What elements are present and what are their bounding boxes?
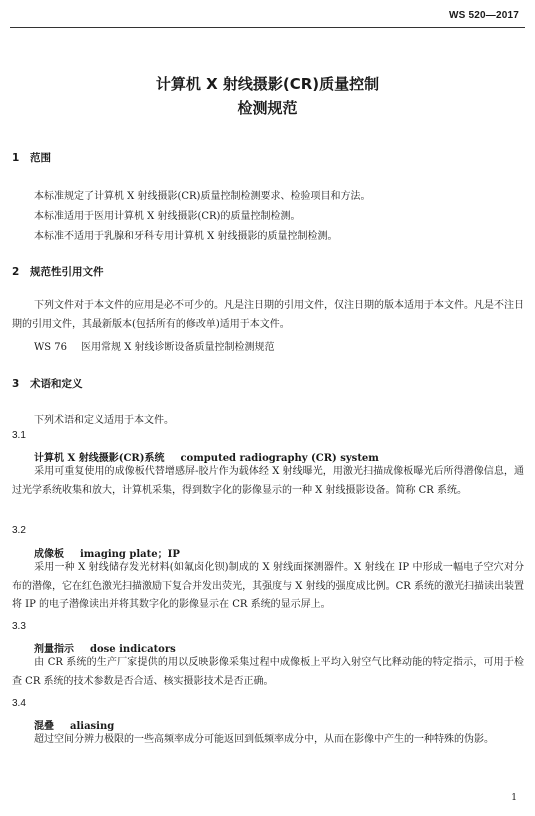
document-title-line2: 检测规范 (237, 99, 298, 117)
paragraph: 本标准适用于医用计算机 X 射线摄影(CR)的质量控制检测。 (34, 211, 301, 222)
paragraph: 本标准不适用于乳腺和牙科专用计算机 X 射线摄影的质量控制检测。 (34, 231, 338, 242)
clause-number: 3.4 (12, 698, 26, 709)
section-heading-1: 1 范围 (12, 152, 51, 164)
term-definition: 由 CR 系统的生产厂家提供的用以反映影像采集过程中成像板上平均入射空气比释动能的特定指示，可用于检查 CR 系统的技术参数是否合适、核实摄影技术是否正确。 (12, 657, 524, 687)
term-definition: 超过空间分辨力极限的一些高频率成分可能返回到低频率成分中，从而在影像中产生的一种特殊的伪影。 (34, 734, 494, 745)
section-heading-3: 3 术语和定义 (12, 378, 83, 390)
term-heading: 剂量指示 dose indicators (34, 644, 176, 655)
normative-reference: WS 76 医用常规 X 射线诊断设备质量控制检测规范 (34, 342, 275, 353)
paragraph: 下列术语和定义适用于本文件。 (34, 415, 174, 426)
document-title: 计算机 X 射线摄影(CR)质量控制 (155, 75, 380, 93)
term-heading: 混叠 aliasing (34, 721, 115, 732)
clause-number: 3.3 (12, 621, 26, 632)
clause-number: 3.2 (12, 525, 26, 536)
page-number: 1 (511, 793, 517, 803)
clause-number: 3.1 (12, 430, 26, 441)
term-heading: 计算机 X 射线摄影(CR)系统 computed radiography (CR) system (34, 453, 379, 464)
paragraph: 下列文件对于本文件的应用是必不可少的。凡是注日期的引用文件，仅注日期的版本适用于本文件。凡是不注日期的引用文件，其最新版本(包括所有的修改单)适用于本文件。 (12, 300, 524, 330)
header-rule (10, 27, 525, 28)
section-heading-2: 2 规范性引用文件 (12, 266, 104, 278)
standard-code: WS 520—2017 (448, 10, 519, 21)
term-heading: 成像板 imaging plate；IP (34, 549, 180, 560)
term-definition: 采用一种 X 射线储存发光材料(如氟卤化钡)制成的 X 射线面探测器件。X 射线在 IP 中形成一幅电子空穴对分布的潜像，它在红色激光扫描激励下复合并发出荧光，其强度与 X 射线的强度成比例。CR 系统的激光扫描读出装置将 IP 的电子潜像读出并将其数字化的影像显示在 CR 系统的显示屏上。 (12, 562, 524, 610)
paragraph: 本标准规定了计算机 X 射线摄影(CR)质量控制检测要求、检验项目和方法。 (34, 191, 371, 202)
term-definition: 采用可重复使用的成像板代替增感屏-胶片作为载体经 X 射线曝光，用激光扫描成像板曝光后所得潜像信息，通过光学系统收集和放大，计算机采集，得到数字化的影像显示的一种 X 射线摄影设备。简称 CR 系统。 (12, 466, 524, 496)
